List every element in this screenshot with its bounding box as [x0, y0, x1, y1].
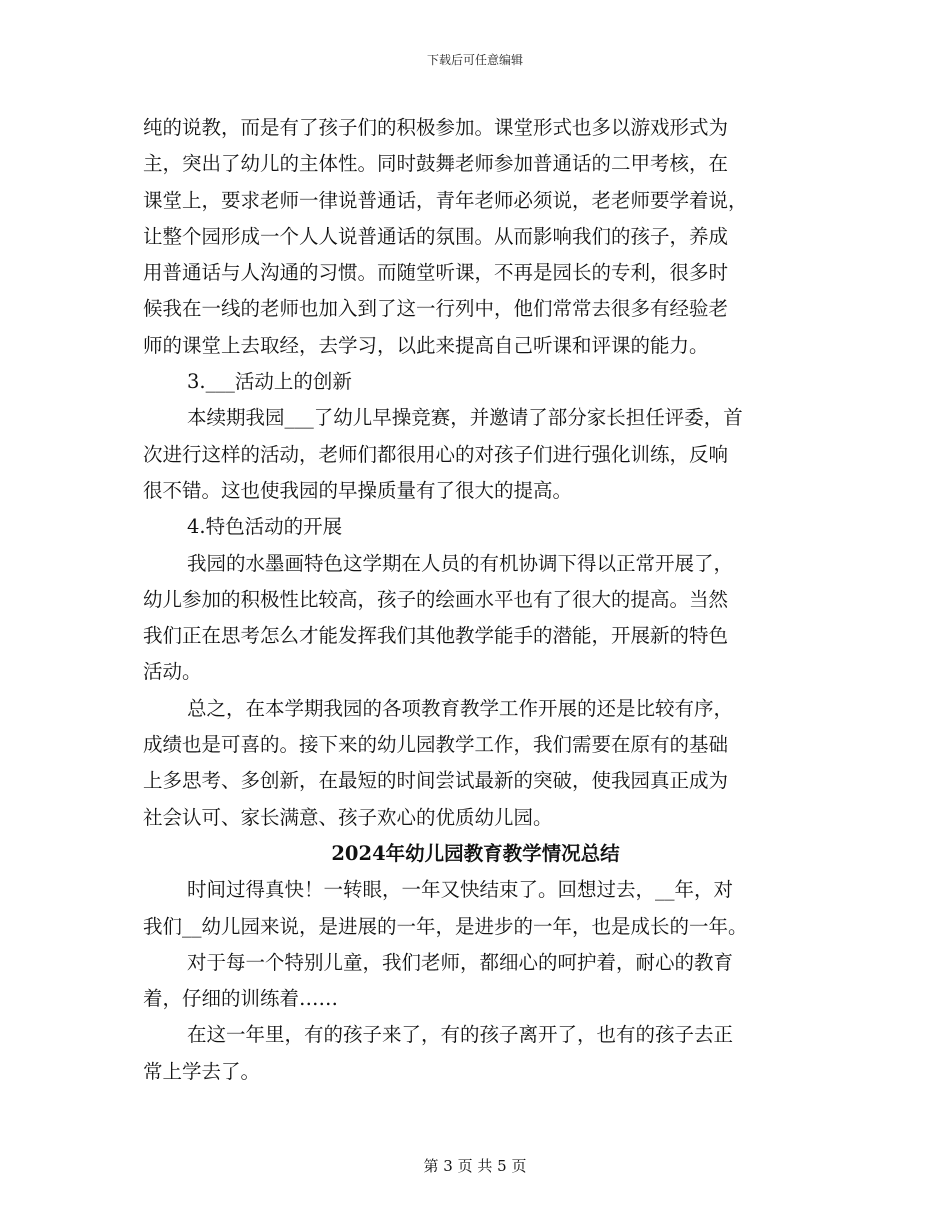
document-body: [143, 110, 808, 1090]
text-line: 师的课堂上去取经，去学习，以此来提高自己听课和评课的能力。: [143, 333, 709, 357]
text-line: 我们__幼儿园来说，是进展的一年，是进步的一年，也是成长的一年。: [143, 914, 748, 938]
text-line: 幼儿参加的积极性比较高，孩子的绘画水平也有了很大的提高。当然: [143, 587, 729, 611]
text-line: 让整个园形成一个人人说普通话的氛围。从而影响我们的孩子，养成: [143, 224, 729, 248]
text-line: 时间过得真快！一转眼，一年又快结束了。回想过去，__年，对: [187, 878, 734, 902]
paragraph-intro: [143, 872, 808, 945]
text-line: 我园的水墨画特色这学期在人员的有机协调下得以正常开展了，: [187, 551, 734, 575]
paragraph-morning-exercise: [143, 400, 808, 509]
text-line: 总之，在本学期我园的各项教育教学工作开展的还是比较有序，: [187, 696, 734, 720]
text-line: 在这一年里，有的孩子来了，有的孩子离开了，也有的孩子去正: [187, 1023, 734, 1047]
page-footer: 第 3 页 共 5 页: [423, 1157, 527, 1175]
text-line: 社会认可、家长满意、孩子欢心的优质幼儿园。: [143, 805, 553, 829]
text-line: 候我在一线的老师也加入到了这一行列中，他们常常去很多有经验老: [143, 297, 729, 321]
page-header: 下载后可任意编辑: [426, 53, 523, 67]
paragraph-summary: [143, 691, 808, 836]
text-line: 次进行这样的活动，老师们都很用心的对孩子们进行强化训练，反响: [143, 442, 729, 466]
text-line: 上多思考、多创新，在最短的时间尝试最新的突破，使我园真正成为: [143, 769, 729, 793]
text-line: 用普通话与人沟通的习惯。而随堂听课，不再是园长的专利，很多时: [143, 261, 729, 285]
text-line: 对于每一个特别儿童，我们老师，都细心的呵护着，耐心的教育: [187, 950, 734, 974]
section-heading-activity-innovation: [143, 364, 808, 400]
paragraph-this-year: [143, 1017, 808, 1090]
section-heading-featured-activities: [143, 509, 808, 545]
text-line: 很不错。这也使我园的早操质量有了很大的提高。: [143, 478, 573, 502]
paragraph-ink-painting: [143, 546, 808, 691]
text-line: 我们正在思考怎么才能发挥我们其他教学能手的潜能，开展新的特色: [143, 624, 729, 648]
text-line: 4.特色活动的开展: [187, 515, 343, 539]
text-line: 主，突出了幼儿的主体性。同时鼓舞老师参加普通话的二甲考核，在: [143, 152, 729, 176]
text-line: 着，仔细的训练着……: [143, 987, 339, 1011]
document-title: 2024年幼儿园教育教学情况总结: [331, 841, 620, 865]
text-line: 活动。: [143, 660, 202, 684]
paragraph-special-children: [143, 945, 808, 1018]
text-line: 纯的说教，而是有了孩子们的积极参加。课堂形式也多以游戏形式为: [143, 116, 729, 139]
text-line: 本续期我园___了幼儿早操竞赛，并邀请了部分家长担任评委，首: [187, 406, 743, 430]
text-line: 成绩也是可喜的。接下来的幼儿园教学工作，我们需要在原有的基础: [143, 733, 729, 757]
text-line: 3.___活动上的创新: [187, 370, 352, 394]
text-line: 课堂上，要求老师一律说普通话，青年老师必须说，老老师要学着说，: [143, 188, 748, 212]
paragraph-classroom-reform: [143, 110, 808, 364]
text-line: 常上学去了。: [143, 1059, 261, 1083]
